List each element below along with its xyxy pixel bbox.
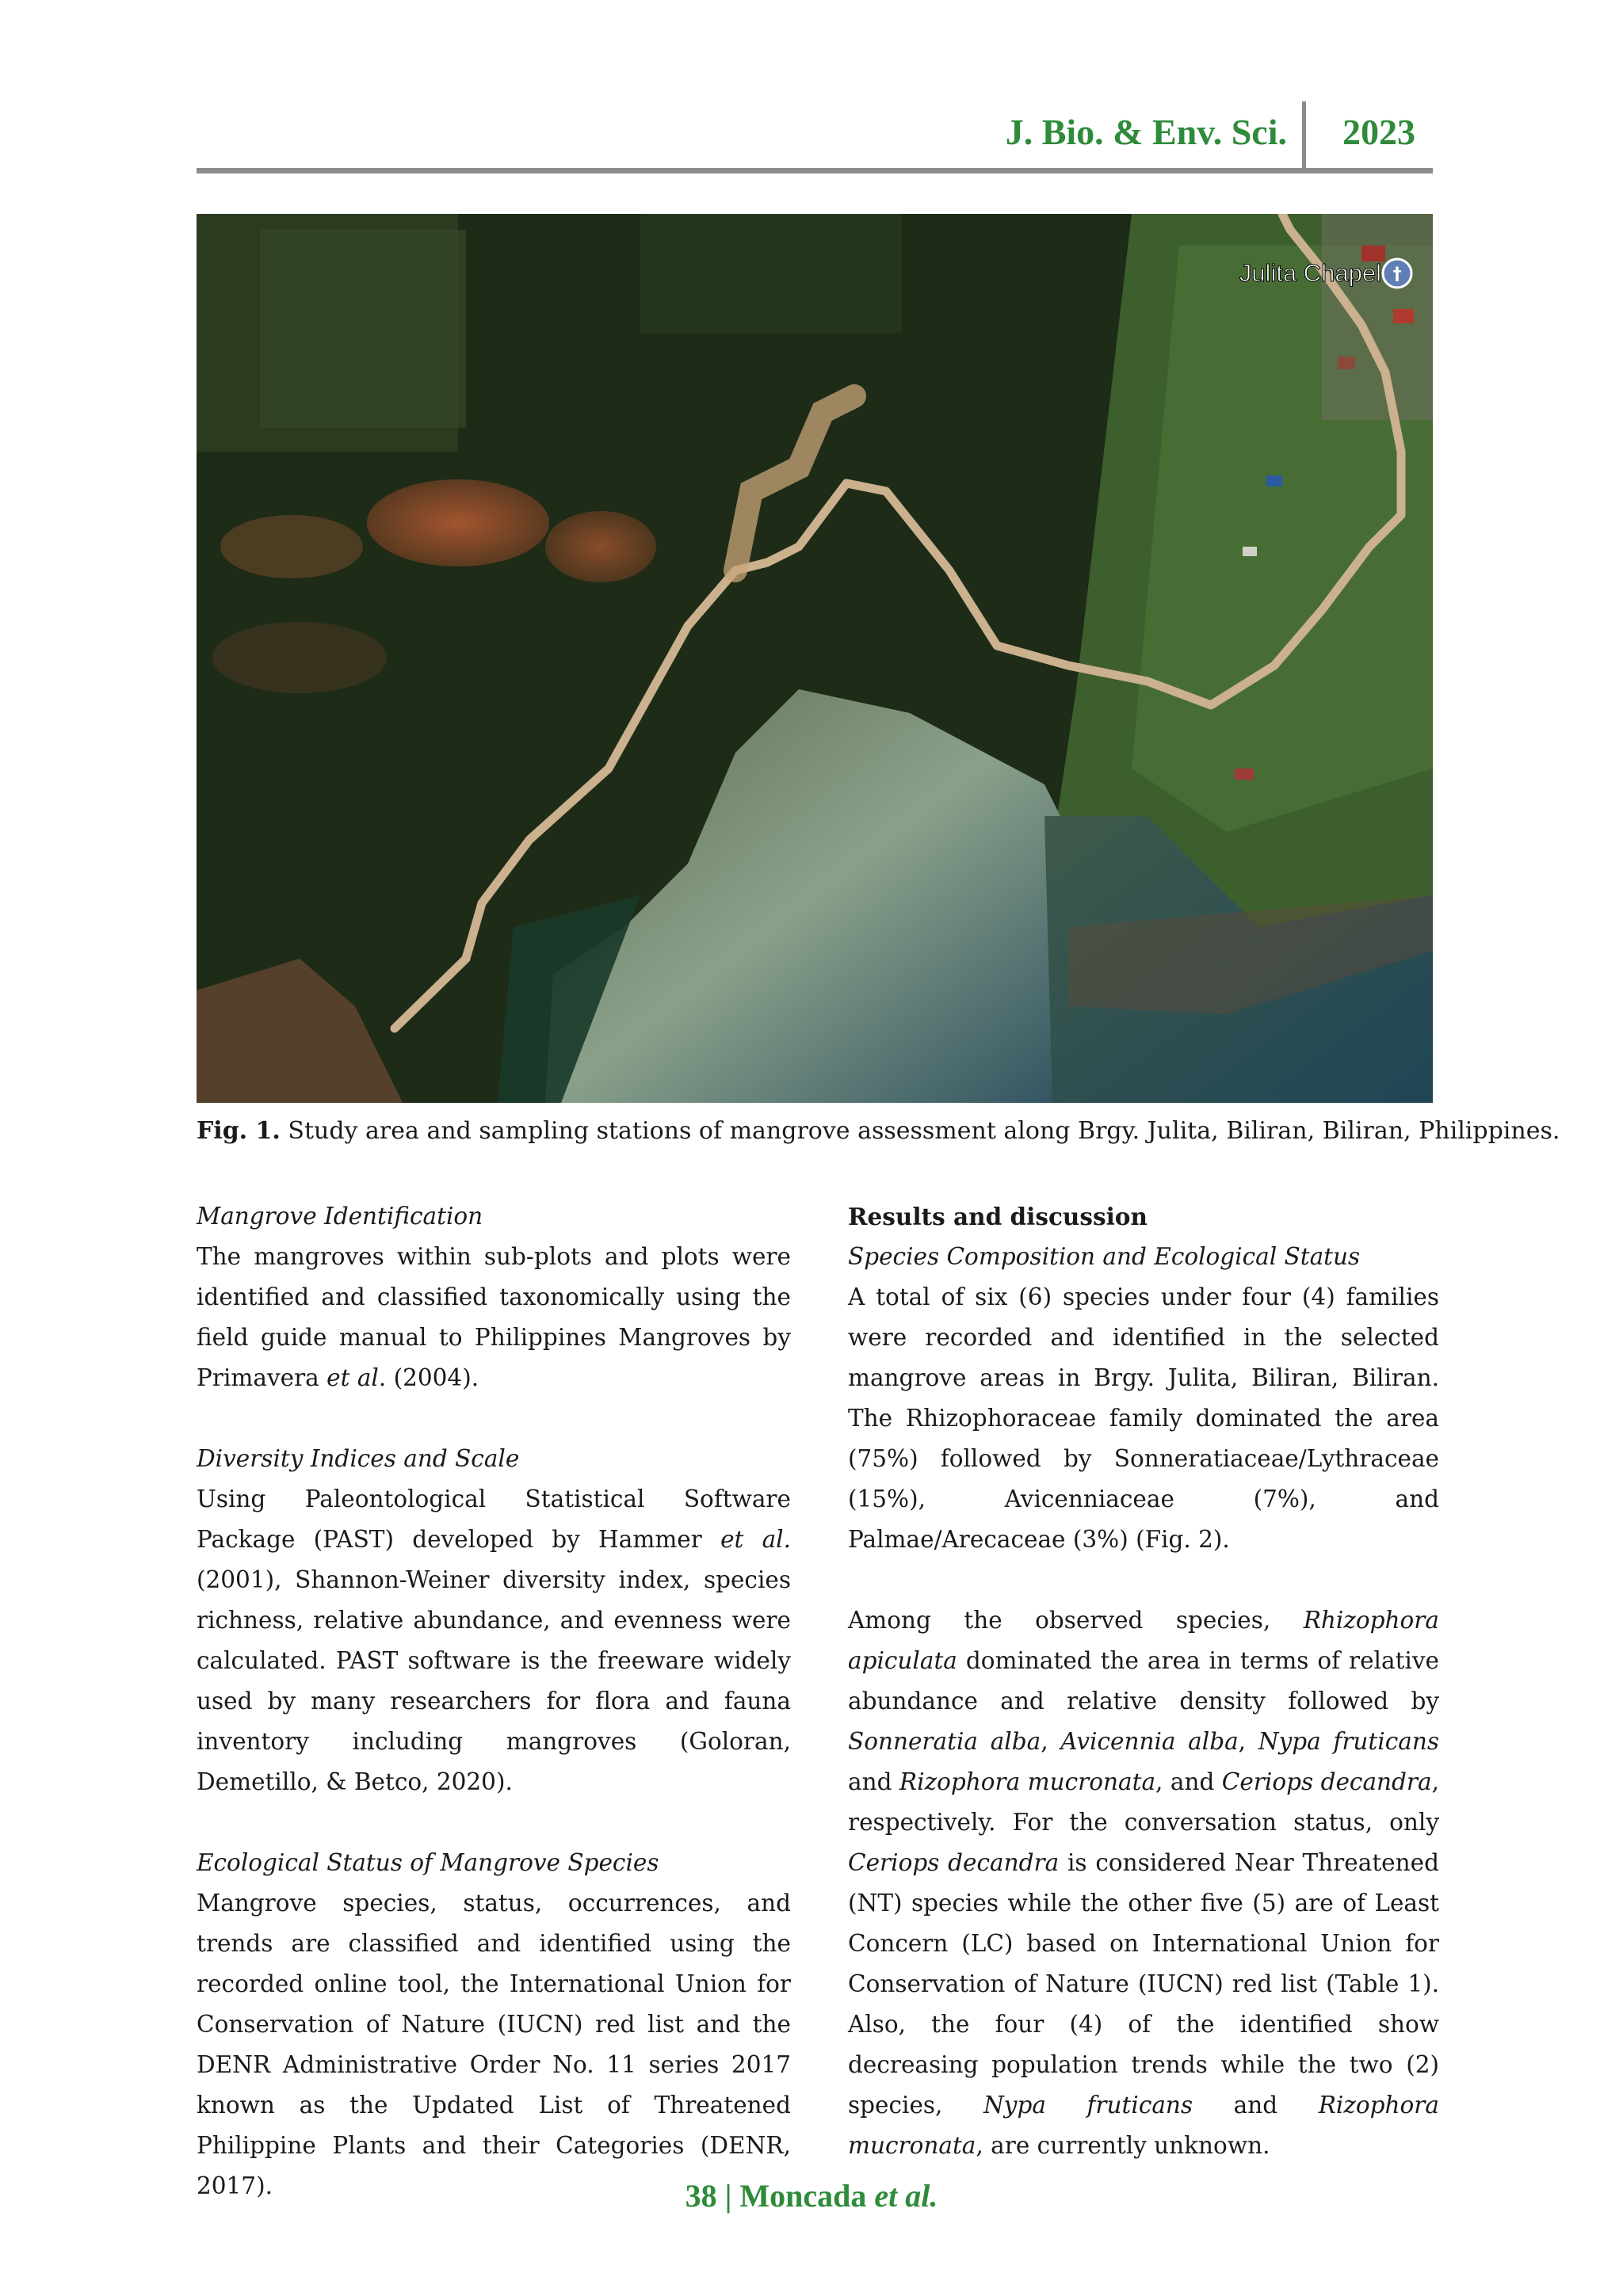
- page-footer: 38 | Moncada et al.: [685, 2178, 938, 2214]
- header-divider: [1302, 101, 1306, 168]
- journal-year: 2023: [1342, 112, 1415, 152]
- paragraph-species-composition: A total of six (6) species under four (4) families were recorded and identified in the selected mangrove areas in Brgy. Julita, Biliran, Biliran. The Rhizophoraceae family dominated the area (75%) followed by Sonneratiaceae/Lythraceae (15%), Avicenniaceae (7%), and Palmae/Arecaceae (3%) (Fig. 2).: [848, 1283, 1439, 1553]
- figure-caption-text: Study area and sampling stations of mangrove assessment along Brgy. Julita, Biliran, Biliran, Philippines.: [280, 1117, 1560, 1145]
- section-heading-diversity-indices: Diversity Indices and Scale: [197, 1445, 520, 1472]
- figure-caption-label: Fig. 1.: [197, 1117, 281, 1145]
- paragraph-ecological-status: Mangrove species, status, occurrences, and trends are classified and identified using the recorded online tool, the International Union for Conservation of Nature (IUCN) red list and the DENR Administrative Order No. 11 series 2017 known as the Updated List of Threatened Philippine Plants and their Categories (DENR, 2017).: [197, 1890, 791, 2199]
- footer-author: Moncada: [739, 2178, 875, 2214]
- map-place-label: Julita Chapel: [1239, 259, 1381, 287]
- figure-caption: [197, 1116, 1560, 1147]
- section-heading-results: Results and discussion: [848, 1203, 1148, 1230]
- page-number: 38: [685, 2178, 717, 2214]
- subsection-heading-species-composition: Species Composition and Ecological Status: [848, 1243, 1361, 1270]
- paragraph-diversity-indices: Using Paleontological Statistical Software Package (PAST) developed by Hammer et al. (2001), Shannon-Weiner diversity index, species richness, relative abundance, and evenness were calculated. PAST software is the freeware widely used by many researchers for flora and fauna inventory including mangroves (Goloran, Demetillo, & Betco, 2020).: [197, 1486, 791, 1795]
- journal-name: J. Bio. & Env. Sci.: [1005, 112, 1287, 152]
- bare-soil-patch: [367, 479, 549, 566]
- satellite-map: [197, 214, 1433, 1103]
- left-column: [197, 1196, 791, 2206]
- study-area-satellite-image: [197, 214, 1433, 1103]
- paragraph-observed-species: Among the observed species, Rhizophora apiculata dominated the area in terms of relative abundance and relative density followed by Sonneratia alba, Avicennia alba, Nypa fruticans and Rizophora mucronata, and Ceriops decandra, respectively. For the conversation status, only Ceriops decandra is considered Near Threatened (NT) species while the other five (5) are of Least Concern (LC) based on International Union for Conservation of Nature (IUCN) red list (Table 1). Also, the four (4) of the identified show decreasing population trends while the two (2) species, Nypa fruticans and Rizophora mucronata, are currently unknown.: [848, 1607, 1439, 2159]
- section-heading-ecological-status: Ecological Status of Mangrove Species: [197, 1849, 659, 1876]
- right-column: [848, 1196, 1439, 2166]
- paragraph-mangrove-identification: The mangroves within sub-plots and plots were identified and classified taxonomically using the field guide manual to Philippines Mangroves by Primavera et al. (2004).: [197, 1243, 791, 1391]
- village-area: [1322, 214, 1433, 420]
- running-header: [197, 95, 1433, 174]
- section-heading-mangrove-identification: Mangrove Identification: [197, 1203, 483, 1230]
- svg-text:†: †: [1392, 265, 1402, 284]
